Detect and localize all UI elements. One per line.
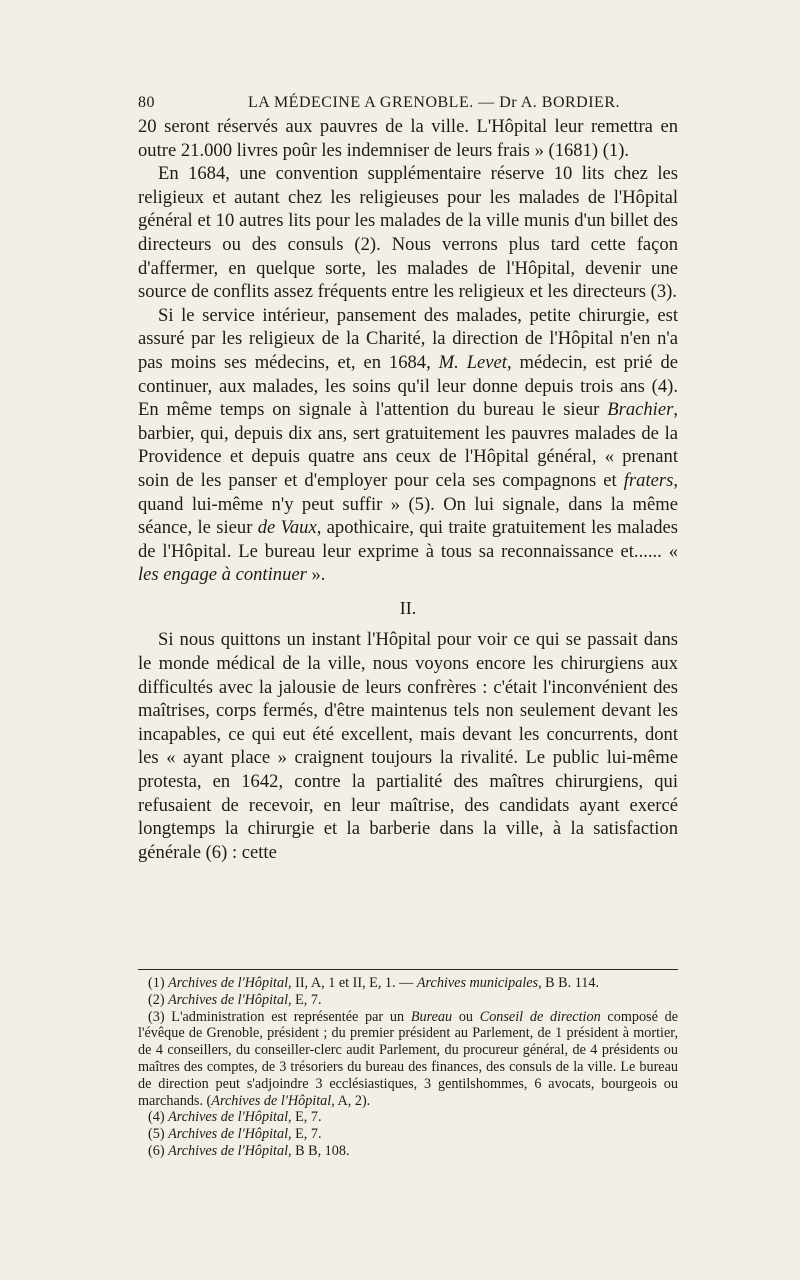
footnote-text: B B, 108.	[291, 1142, 350, 1159]
person-name-brachier: Brachier	[607, 399, 674, 421]
footnotes	[138, 975, 678, 1160]
footnote-source: Archives de l'Hôpital,	[168, 1109, 292, 1126]
text-run: , médecin, est prié de continuer, aux malades, les soins qu'il leur donne depuis trois ans (4). En même temps on signale à l'attention du bureau le sieur	[138, 351, 678, 421]
text-run: , quand lui-même n'y peut suffir » (5). On lui signale, dans la même séance, le sieur	[138, 469, 678, 539]
footnote-5	[138, 1126, 678, 1143]
person-name-de-vaux: de Vaux	[257, 517, 317, 539]
footnote-term: Conseil de direction	[479, 1008, 601, 1025]
footnote-divider	[138, 969, 678, 970]
footnote-source: Archives de l'Hôpital,	[168, 975, 292, 991]
footnote-text: II, A, 1 et II, E, 1. —	[291, 975, 417, 991]
footnote-6	[138, 1143, 678, 1160]
text-run: , apothicaire, qui traite gratuitement les malades de l'Hôpital. Le bureau leur exprime à tous sa reconnaissance et...... «	[138, 517, 678, 562]
footnote-4	[138, 1109, 678, 1126]
footnote-1	[138, 975, 678, 992]
footnote-text: ou	[452, 1008, 480, 1025]
person-name-levet: M. Levet	[438, 351, 507, 373]
paragraph-4: Si nous quittons un instant l'Hôpital pour voir ce qui se passait dans le monde médical de la ville, nous voyons encore les chirurgiens aux difficultés avec la jalousie de leurs confrères : c'était l'inconvénient des maîtrises, corps fermés, d'être maintenus tels non seulement devant les incapables, ce qui eut été excellent, mais devant les concurrents, dont les « ayant place » craignent toujours la rivalité. Le public lui-même protesta, en 1642, contre la partialité des maîtres chirurgiens, qui refusaient de recevoir, en leur maîtrise, des candidats ayant exercé longtemps la chirurgie et la barberie dans la ville, à la satisfaction générale (6) : cette	[138, 629, 678, 863]
footnote-source: Archives de l'Hôpital,	[168, 1142, 292, 1159]
footnote-source: Archives municipales,	[416, 975, 542, 991]
footnote-text: (6)	[148, 1142, 169, 1159]
footnote-text: E, 7.	[291, 991, 322, 1008]
footnote-2	[138, 992, 678, 1009]
footnote-text: E, 7.	[291, 1109, 322, 1126]
footnote-text: A, 2).	[334, 1092, 371, 1109]
text-run: ».	[306, 564, 326, 586]
paragraph-3	[138, 304, 678, 587]
footnote-text: (3) L'administration est représentée par un	[148, 1008, 411, 1025]
paragraph-1: 20 seront réservés aux pauvres de la ville. L'Hôpital leur remettra en outre 21.000 livres poûr les indemniser de leurs frais » (1681) (1).	[138, 116, 678, 161]
section-heading: II.	[399, 597, 417, 618]
footnote-text: E, 7.	[291, 1126, 322, 1143]
page-number: 80	[138, 94, 155, 111]
footnote-text: (2)	[148, 991, 169, 1008]
footnote-3	[138, 1009, 678, 1110]
running-title: LA MÉDECINE A GRENOBLE. — Dr A. BORDIER.	[248, 94, 620, 111]
italic-term-fraters: fraters	[623, 469, 674, 491]
footnote-source: Archives de l'Hôpital,	[168, 991, 292, 1008]
footnote-text: (4)	[148, 1109, 169, 1126]
running-header	[138, 94, 678, 116]
footnote-text: (1)	[148, 975, 169, 991]
text-run: Si le service intérieur, pansement des malades, petite chirurgie, est assuré par les religieux de la Charité, la direction de l'Hôpital n'en n'a pas moins ses médecins, et, en 1684,	[138, 304, 678, 373]
footnote-text: B B. 114.	[541, 975, 600, 991]
footnote-text: composé de l'évêque de Grenoble, président ; du premier président au Parlement, de 1 président à mortier, de 4 conseillers, du conseiller-clerc audit Parlement, du procureur général, de 4 présidents ou maîtres des comptes, de 3 trésoriers du bureau des finances, des consuls de la ville. Le bureau de direction peut s'adjoindre 3 ecclésiastiques, 3 gentilshommes, 6 avocats, bourgeois ou marchands. (	[138, 1008, 678, 1109]
italic-quote: les engage à continuer	[138, 564, 307, 586]
footnote-text: (5)	[148, 1126, 169, 1143]
footnote-source: Archives de l'Hôpital,	[211, 1092, 335, 1109]
text-run: , barbier, qui, depuis dix ans, sert gratuitement les pauvres malades de la Providence et depuis quatre ans ceux de l'Hôpital général, « prenant soin de les panser et d'employer pour cela ses compagnons et	[138, 399, 678, 491]
footnote-source: Archives de l'Hôpital,	[168, 1126, 292, 1143]
footnote-term: Bureau	[410, 1008, 453, 1025]
paragraph-2: En 1684, une convention supplémentaire réserve 10 lits chez les religieux et autant chez les religieuses pour les malades de l'Hôpital général et 10 autres lits pour les malades de la ville munis d'un billet des directeurs ou des consuls (2). Nous verrons plus tard cette façon d'affermer, en quelque sorte, les malades de l'Hôpital, devenir une source de conflits assez fréquents entre les religieux et les directeurs (3).	[138, 163, 678, 303]
main-text	[138, 115, 678, 864]
